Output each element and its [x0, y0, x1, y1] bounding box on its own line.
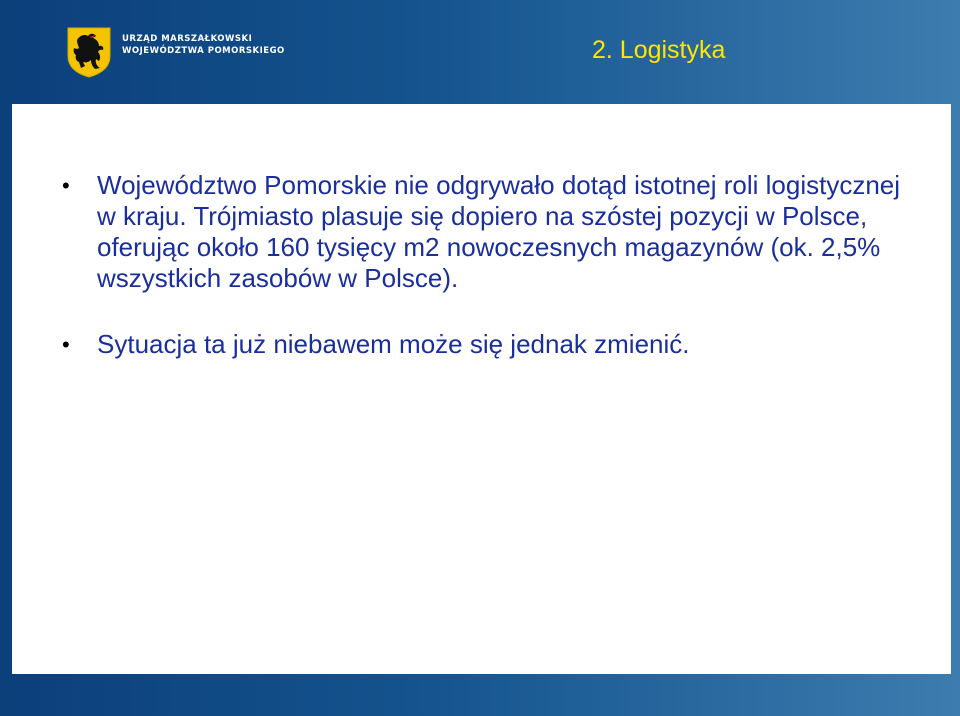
bullet-list	[12, 170, 951, 360]
slide-title: 2. Logistyka	[592, 36, 726, 64]
content-panel	[12, 104, 951, 674]
organization-name-line-2: WOJEWÓDZTWA POMORSKIEGO	[122, 46, 285, 56]
griffin-coat-of-arms-icon	[66, 26, 112, 78]
bullet-dot-icon: •	[62, 173, 70, 198]
bullet-item	[12, 170, 951, 294]
organization-name	[122, 33, 285, 57]
bullet-text: Województwo Pomorskie nie odgrywało dotąd istotnej roli logistycznej w kraju. Trójmiasto plasuje się dopiero na szóstej pozycji w Polsce, oferując około 160 tysięcy m2 nowoczesnych magazynów (ok. 2,5% wszystkich zasobów w Polsce).	[97, 170, 901, 293]
slide-header	[0, 0, 960, 104]
bullet-item	[12, 329, 951, 360]
organization-name-line-1: URZĄD MARSZAŁKOWSKI	[122, 34, 253, 44]
bullet-text: Sytuacja ta już niebawem może się jednak zmienić.	[97, 329, 690, 359]
bullet-dot-icon: •	[62, 332, 70, 357]
